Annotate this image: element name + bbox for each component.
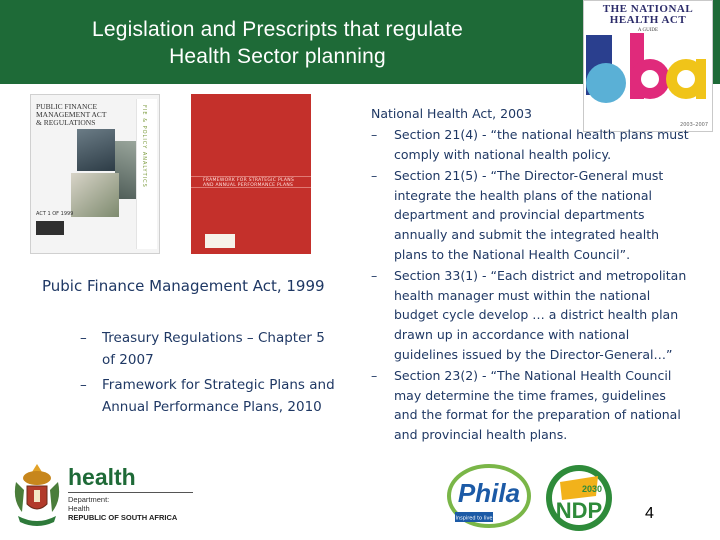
ndp-2030-logo [540,462,618,534]
slide-title-line-2: Health Sector planning [169,45,386,68]
phila-logo [445,462,533,530]
phila-tagline: Inspired to live [455,515,493,522]
pfma-cover-title-line-1: PUBLIC FINANCE [36,102,98,111]
pfma-cover-title-line-3: & REGULATIONS [36,118,96,127]
slide-title-line-1: Legislation and Prescripts that regulate [91,18,464,41]
framework-strategic-plans-cover-image [191,94,311,254]
health-logo-divider [68,492,193,493]
fsp-cover-title [203,178,307,188]
pfma-cover-act-text: ACT 1 OF 1999 [36,211,74,217]
dash-bullet: – [371,127,378,142]
fsp-cover-title-line-1: FRAMEWORK FOR STRATEGIC PLANS [203,178,295,183]
nha-cover-title-line-2: HEALTH ACT [609,14,687,26]
nha-cover-title-line-1: THE NATIONAL [602,3,694,15]
pfma-sub-list [80,328,340,422]
coat-of-arms-icon [10,460,65,530]
nha-logo-graphic [584,33,712,133]
list-item [371,166,689,264]
nha-cover-subtitle: A GUIDE [637,28,659,33]
list-item-text: Treasury Regulations – Chapter 5 of 2007 [102,330,325,368]
dash-bullet: – [80,330,87,346]
list-item-text: Section 23(2) - “The National Health Council may determine the time frames, guidelines and the format for the preparation of national and provincial health plans. [394,368,681,442]
pfma-cover-photo-3 [71,173,119,217]
national-treasury-logo [205,234,235,248]
list-item-text: Framework for Strategic Plans and Annual Performance Plans, 2010 [102,377,335,415]
nha-sections-list [371,125,689,447]
dept-line-2: Health [68,504,90,513]
nha-cover-year: 2003–2007 [680,122,708,128]
dash-bullet: – [80,377,87,393]
page-number: 4 [645,505,654,522]
list-item [371,366,689,444]
list-item-text: Section 21(4) - “the national health plans must comply with national health policy. [394,127,689,162]
pfma-cover-photo-1 [77,129,115,171]
pfma-cover-spine-text: FIE & POLICY ANALYTICS [141,105,147,188]
dash-bullet: – [371,268,378,284]
national-health-act-heading: National Health Act, 2003 [371,106,532,121]
list-item-text: Section 21(5) - “The Director-General must integrate the health plans of the national department and provincial departments annually and submit the integrated health plans to the National Health Council”. [394,168,664,262]
dash-bullet: – [371,368,378,384]
ndp-text: NDP [555,498,603,523]
dept-line-3: REPUBLIC OF SOUTH AFRICA [68,513,178,522]
slide-title [0,16,555,70]
department-name [68,495,177,522]
list-item-text: Section 33(1) - “Each district and metropolitan health manager must within the national budget cycle develop … a district health plan drawn up in accordance with national guidelines issued by the Director-General…” [394,268,687,362]
national-health-act-cover-image [583,0,713,132]
fsp-cover-title-line-2: AND ANNUAL PERFORMANCE PLANS [203,183,294,188]
ndp-year-text: 2030 [581,484,603,494]
nha-cover-title [584,4,712,26]
list-item [80,328,340,371]
phila-logo-text: Phila [457,478,521,508]
pfma-cover-title-line-2: MANAGEMENT ACT [36,110,107,119]
health-logo-word: health [68,464,136,490]
list-item [371,266,689,364]
list-item [80,375,340,418]
pfma-cover-title [36,103,136,127]
dept-line-1: Department: [68,495,110,504]
dash-bullet: – [371,168,378,184]
pfma-book-cover-image [30,94,160,254]
pfma-cover-spine [136,99,157,249]
pfma-act-label: Pubic Finance Management Act, 1999 [42,277,325,295]
pfma-cover-dark-box [36,221,64,235]
list-item [371,125,689,164]
